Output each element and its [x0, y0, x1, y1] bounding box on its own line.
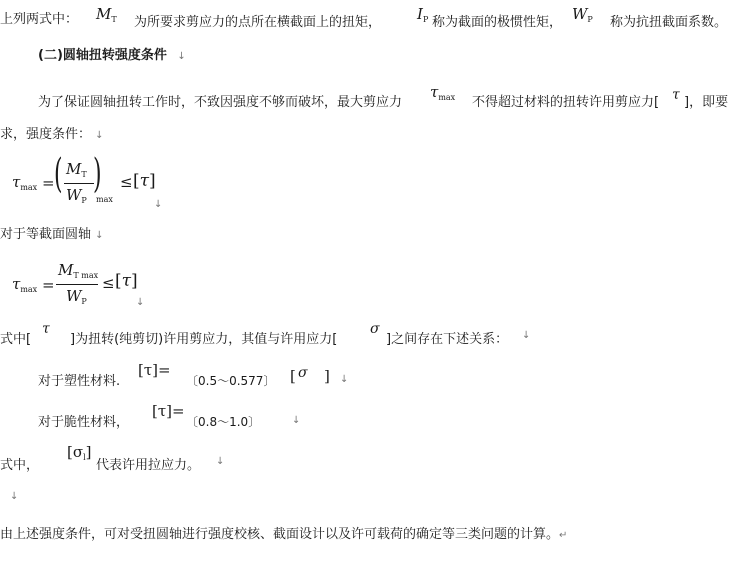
strength-condition-line: 求，强度条件： ↓	[0, 127, 104, 142]
conclusion-paragraph: 由上述强度条件，可对受扭圆轴进行强度校核、截面设计以及许可载荷的确定等三类问题的计算。↵	[0, 527, 568, 542]
formula2-rhs: [τ]	[115, 271, 138, 291]
tensile-text-1: 式中，	[0, 458, 40, 473]
formula1-denominator: $W_P$	[66, 186, 87, 205]
relation-text-2: ]为扭转(纯剪切)许用剪应力，其值与许用应力[	[70, 332, 338, 347]
formula1-lhs: $\tau_{max}$	[12, 173, 38, 192]
tensile-sigma-symbol: $[\sigma_l]$	[67, 443, 92, 462]
symbol-wp: $W_P$	[572, 5, 593, 24]
formula2-denominator: $W_P$	[66, 287, 87, 306]
brittle-coefficient: 〔0.8～1.0〕	[186, 415, 261, 429]
formula1-left-paren: (	[54, 151, 63, 197]
paragraph-mark: ↓	[177, 51, 186, 62]
relation-text-3: ]之间存在下述关系：	[386, 332, 509, 347]
symbol-mt: $M_T$	[96, 5, 117, 24]
strength-text-3: ]，即要	[684, 95, 729, 110]
plastic-sigma-close: ]	[324, 367, 330, 385]
equal-section-line: 对于等截面圆轴 ↓	[0, 227, 104, 242]
paragraph-mark: ↓	[522, 330, 531, 341]
plastic-sigma: σ	[298, 365, 308, 381]
symbol-tau-allow: τ	[672, 87, 680, 103]
relation-sigma: σ	[370, 321, 380, 337]
intro-text-1: 上列两式中：	[0, 12, 79, 27]
paragraph-mark: ↓	[95, 130, 104, 141]
paragraph-mark: ↓	[95, 230, 104, 241]
intro-text-4: 称为抗扭截面系数。	[610, 15, 728, 30]
relation-text-1: 式中[	[0, 332, 32, 347]
formula1-rhs: [τ]	[133, 171, 156, 191]
formula2-lhs: $\tau_{max}$	[12, 275, 38, 294]
plastic-label: 对于塑性材料.	[38, 374, 121, 389]
paragraph-mark: ↓	[10, 491, 19, 502]
brittle-label: 对于脆性材料，	[38, 415, 130, 430]
brittle-tau-lhs: [τ]=	[152, 402, 185, 420]
tensile-text-2: 代表许用拉应力。	[96, 458, 201, 473]
plastic-coefficient: 〔0.5～0.577〕	[186, 374, 276, 388]
plastic-sigma-open: [	[290, 367, 296, 385]
paragraph-mark: ↓	[216, 456, 225, 467]
symbol-ip: $I_P$	[417, 5, 429, 24]
formula2-le: ≤	[102, 274, 115, 292]
formula1-equals: =	[42, 174, 55, 192]
formula1-outer-subscript: max	[96, 195, 113, 204]
formula1-right-paren: )	[93, 151, 102, 197]
formula1-le: ≤	[120, 173, 133, 191]
strength-text-2: 不得超过材料的扭转许用剪应力[	[472, 95, 660, 110]
paragraph-mark: ↓	[154, 199, 163, 210]
paragraph-mark: ↓	[136, 297, 145, 308]
intro-paragraph	[0, 11, 78, 29]
strength-text-1: 为了保证圆轴扭转工作时，不致因强度不够而破坏，最大剪应力	[38, 95, 403, 110]
relation-tau: τ	[42, 321, 50, 337]
paragraph-mark: ↵	[559, 530, 568, 541]
formula2-equals: =	[42, 276, 55, 294]
symbol-tau-max: $\tau_{max}$	[430, 83, 456, 102]
paragraph-mark: ↓	[340, 374, 349, 385]
intro-text-2: 为所要求剪应力的点所在横截面上的扭矩，	[134, 15, 382, 30]
formula1-numerator: $M_T$	[66, 160, 87, 179]
plastic-tau-lhs: [τ]=	[138, 361, 171, 379]
formula2-fraction-bar	[56, 284, 98, 285]
section-heading: (二)圆轴扭转强度条件 ↓	[38, 48, 186, 63]
formula2-numerator: $M_{T max}$	[58, 261, 99, 280]
intro-text-3: 称为截面的极惯性矩，	[432, 15, 563, 30]
paragraph-mark: ↓	[292, 415, 301, 426]
formula1-fraction-bar	[64, 183, 94, 184]
